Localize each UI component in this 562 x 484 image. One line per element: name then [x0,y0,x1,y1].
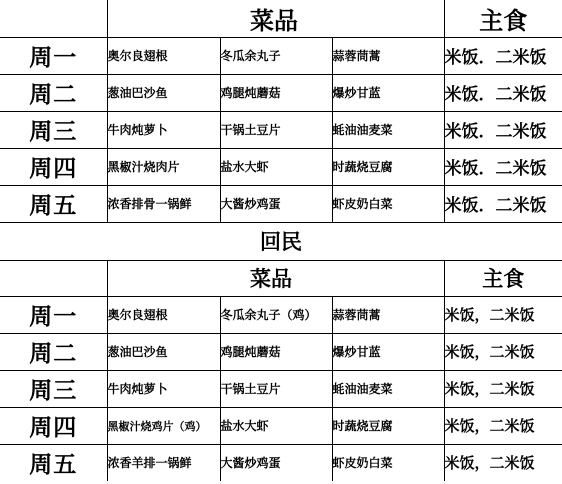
staple-cell: 米饭．二米饭 [444,148,562,185]
dish-cell: 浓香排骨一锅鲜 [107,185,220,222]
section-title: 回民 [0,222,562,260]
dish-cell: 大酱炒鸡蛋 [220,185,332,222]
dish-cell: 鸡腿炖蘑菇 [220,74,332,111]
dish-cell: 鸡腿炖蘑菇 [220,333,332,370]
bottom-header-row [0,260,562,296]
day-cell: 周四 [0,148,107,185]
staple-cell: 米饭，二米饭 [444,296,562,333]
bottom-staple-header: 主食 [444,260,562,296]
table-row [0,333,562,370]
table-row [0,185,562,222]
staple-cell: 米饭．二米饭 [444,111,562,148]
dish-cell: 蚝油油麦菜 [332,370,444,407]
dish-cell: 牛肉炖萝卜 [107,370,220,407]
dish-cell: 时蔬烧豆腐 [332,148,444,185]
dish-cell: 蒜蓉茼蒿 [332,296,444,333]
day-cell: 周三 [0,370,107,407]
day-cell: 周五 [0,444,107,481]
staple-cell: 米饭．二米饭 [444,185,562,222]
staple-cell: 米饭，二米饭 [444,333,562,370]
dish-cell: 奥尔良翅根 [107,37,220,74]
dish-cell: 盐水大虾 [220,407,332,444]
dish-cell: 牛肉炖萝卜 [107,111,220,148]
bottom-dishes-header: 菜品 [220,260,332,296]
top-staple-header: 主食 [444,0,562,37]
day-cell: 周三 [0,111,107,148]
table-row [0,74,562,111]
table-row [0,37,562,74]
dish-cell: 蚝油油麦菜 [332,111,444,148]
staple-cell: 米饭．二米饭 [444,37,562,74]
dish-cell: 大酱炒鸡蛋 [220,444,332,481]
table-row [0,148,562,185]
dish-cell: 葱油巴沙鱼 [107,74,220,111]
table-row [0,407,562,444]
staple-cell: 米饭．二米饭 [444,74,562,111]
dish-cell: 浓香羊排一锅鲜 [107,444,220,481]
dish-cell: 虾皮奶白菜 [332,444,444,481]
dish-cell: 冬瓜余丸子（鸡） [220,296,332,333]
staple-cell: 米饭，二米饭 [444,407,562,444]
dish-cell: 时蔬烧豆腐 [332,407,444,444]
table-row [0,111,562,148]
day-cell: 周五 [0,185,107,222]
staple-cell: 米饭，二米饭 [444,370,562,407]
dish-cell: 干锅土豆片 [220,111,332,148]
dish-cell: 盐水大虾 [220,148,332,185]
dish-cell: 黑椒汁烧肉片 [107,148,220,185]
dish-cell: 蒜蓉茼蒿 [332,37,444,74]
staple-cell: 米饭，二米饭 [444,444,562,481]
table-row [0,296,562,333]
dish-cell: 葱油巴沙鱼 [107,333,220,370]
day-cell: 周二 [0,333,107,370]
table-row [0,370,562,407]
table-row [0,444,562,481]
top-header-row [0,0,562,37]
dish-cell: 冬瓜余丸子 [220,37,332,74]
section-title-row [0,222,562,260]
day-cell: 周二 [0,74,107,111]
day-cell: 周一 [0,37,107,74]
dish-cell: 干锅土豆片 [220,370,332,407]
day-cell: 周一 [0,296,107,333]
dish-cell: 奥尔良翅根 [107,296,220,333]
dish-cell: 虾皮奶白菜 [332,185,444,222]
day-cell: 周四 [0,407,107,444]
top-dishes-header: 菜品 [220,0,332,37]
dish-cell: 爆炒甘蓝 [332,333,444,370]
dish-cell: 黑椒汁烧鸡片（鸡） [107,407,220,444]
dish-cell: 爆炒甘蓝 [332,74,444,111]
